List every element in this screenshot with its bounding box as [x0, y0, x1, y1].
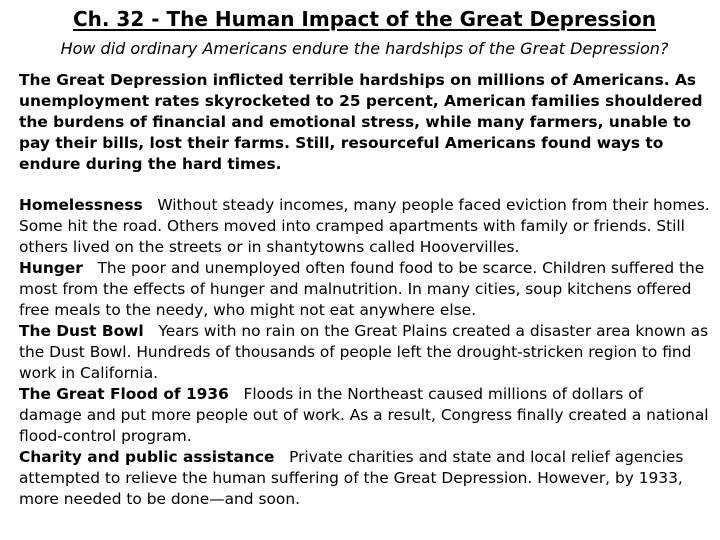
topic-text: Without steady incomes, many people faced eviction from their homes. Some hit the road. Others moved into cramped apartments with family or friends. Still others lived on the streets or in shantytowns called Hoovervilles. [19, 196, 710, 256]
topic-term: The Great Flood of 1936 [19, 385, 229, 403]
topic-item [19, 447, 710, 510]
topic-item [19, 195, 710, 258]
page-title: Ch. 32 - The Human Impact of the Great Depression [72, 7, 657, 31]
topic-list [19, 195, 710, 510]
page-subtitle: How did ordinary Americans endure the hardships of the Great Depression? [60, 39, 669, 58]
topic-term: Homelessness [19, 196, 143, 214]
topic-item [19, 384, 710, 447]
topic-item [19, 258, 710, 321]
topic-text: Years with no rain on the Great Plains created a disaster area known as the Dust Bowl. Hundreds of thousands of people left the drought-stricken region to find work in California. [19, 322, 709, 382]
topic-term: Charity and public assistance [19, 448, 275, 466]
intro-paragraph: The Great Depression inflicted terrible hardships on millions of Americans. As unemployment rates skyrocketed to 25 percent, American families shouldered the burdens of financial and emotional stress, while many farmers, unable to pay their bills, lost their farms. Still, resourceful Americans found ways to endure during the hard times. [19, 71, 703, 173]
topic-text: The poor and unemployed often found food to be scarce. Children suffered the most from the effects of hunger and malnutrition. In many cities, soup kitchens offered free meals to the needy, who might not eat anywhere else. [19, 259, 705, 319]
topic-text: Floods in the Northeast caused millions of dollars of damage and put more people out of work. As a result, Congress finally created a national flood-control program. [19, 385, 709, 445]
topic-term: Hunger [19, 259, 83, 277]
topic-item [19, 321, 710, 384]
topic-term: The Dust Bowl [19, 322, 144, 340]
topic-text: Private charities and state and local relief agencies attempted to relieve the human suffering of the Great Depression. However, by 1933, more needed to be done—and soon. [19, 448, 684, 508]
